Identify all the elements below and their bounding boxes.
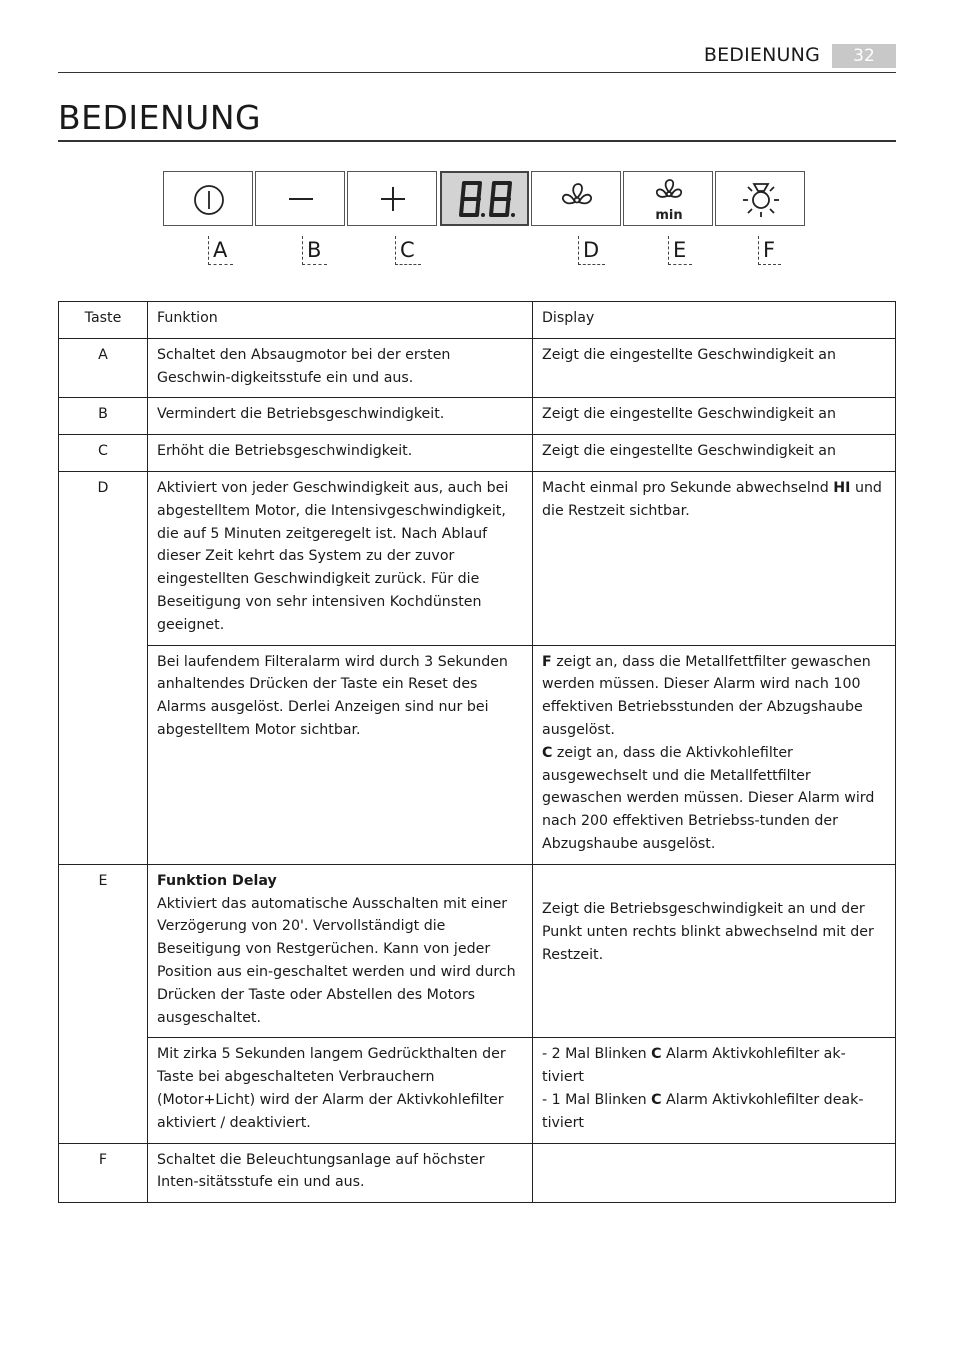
table-row xyxy=(59,1143,896,1203)
key-label-a: A xyxy=(208,236,233,265)
seven-segment-display xyxy=(440,171,529,226)
row-function: Schaltet die Beleuchtungsanlage auf höchster Inten-sitätsstufe ein und aus. xyxy=(148,1143,533,1203)
row-display xyxy=(533,1143,896,1203)
display-text: - 2 Mal Blinken xyxy=(542,1046,652,1063)
row-function xyxy=(148,864,533,1038)
header-funktion: Funktion xyxy=(148,302,533,339)
table-row xyxy=(59,398,896,435)
key-e-delay-button[interactable] xyxy=(623,171,713,226)
row-key: E xyxy=(59,864,148,1143)
display-code-hi: HI xyxy=(833,479,851,496)
display-text: Alarm Aktivkohlefilter deak-tiviert xyxy=(542,1091,864,1131)
table-row xyxy=(59,645,896,864)
fan-icon xyxy=(532,172,622,227)
page-header xyxy=(58,40,896,73)
row-display: Zeigt die Betriebsgeschwindigkeit an und der Punkt unten rechts blinkt abwechselnd mit der Restzeit. xyxy=(533,864,896,1038)
row-display: Zeigt die eingestellte Geschwindigkeit an xyxy=(533,435,896,472)
key-d-fan-button[interactable] xyxy=(531,171,621,226)
display-code-c: C xyxy=(542,744,553,761)
row-function: Mit zirka 5 Sekunden langem Gedrückthalten der Taste bei abgeschalteten Verbrauchern (Motor+Licht) wird der Alarm der Aktivkohlefilter aktiviert / deaktiviert. xyxy=(148,1038,533,1143)
function-table xyxy=(58,301,896,1203)
minus-icon xyxy=(256,172,346,227)
key-label-e: E xyxy=(668,236,692,265)
display-text: - 1 Mal Blinken xyxy=(542,1091,652,1108)
power-icon xyxy=(164,172,254,227)
table-row xyxy=(59,1038,896,1143)
fan-min-icon xyxy=(624,172,714,227)
row-key: B xyxy=(59,398,148,435)
display-text: zeigt an, dass die Aktivkohlefilter ausgewechselt und die Metallfettfilter gewaschen werden müssen. Dieser Alarm wird nach 200 effektiven Betriebss-tunden der Abzugshaube ausgelöst. xyxy=(542,744,875,852)
row-function: Aktiviert von jeder Geschwindigkeit aus, auch bei abgestelltem Motor, die Intensivgeschwindigkeit, die auf 5 Minuten zeitgeregelt ist. Nach Ablauf dieser Zeit kehrt das System zu der zuvor eingestellten Geschwindigkeit zurück. Für die Beseitigung von sehr intensiven Kochdünsten geeignet. xyxy=(148,471,533,645)
display-code-c: C xyxy=(651,1091,662,1108)
header-section-title: BEDIENUNG xyxy=(703,44,820,66)
key-label-c: C xyxy=(395,236,421,265)
display-code-f: F xyxy=(542,653,552,670)
control-panel xyxy=(163,171,805,228)
row-key: D xyxy=(59,471,148,864)
display-text: zeigt an, dass die Metallfettfilter gewaschen werden müssen. Dieser Alarm wird nach 100 effektiven Betriebsstunden der Abzugshaube ausgelöst. xyxy=(542,653,871,738)
header-display: Display xyxy=(533,302,896,339)
plus-icon xyxy=(348,172,438,227)
key-label-d: D xyxy=(578,236,605,265)
seven-segment-digits xyxy=(442,173,527,224)
row-function: Vermindert die Betriebsgeschwindigkeit. xyxy=(148,398,533,435)
key-a-power-button[interactable] xyxy=(163,171,253,226)
row-function: Erhöht die Betriebsgeschwindigkeit. xyxy=(148,435,533,472)
light-icon xyxy=(716,172,806,227)
function-text: Aktiviert das automatische Ausschalten mit einer Verzögerung von 20'. Vervollständigt die Beseitigung von Restgerüchen. Kann von jeder Position aus ein-geschaltet werden und wird durch Drücken der Taste oder Abstellen des Motors ausgeschaltet. xyxy=(157,895,516,1026)
table-row xyxy=(59,338,896,398)
header-taste: Taste xyxy=(59,302,148,339)
row-display xyxy=(533,645,896,864)
min-label: min xyxy=(655,208,683,223)
display-text: und die Restzeit sichtbar. xyxy=(542,479,882,519)
key-c-plus-button[interactable] xyxy=(347,171,437,226)
row-display xyxy=(533,471,896,645)
row-key: C xyxy=(59,435,148,472)
row-function: Bei laufendem Filteralarm wird durch 3 Sekunden anhaltendes Drücken der Taste ein Reset des Alarms ausgelöst. Derlei Anzeigen sind nur bei abgestelltem Motor sichtbar. xyxy=(148,645,533,864)
key-label-b: B xyxy=(302,236,327,265)
function-title: Funktion Delay xyxy=(157,872,277,889)
display-text: Alarm Aktivkohlefilter ak-tiviert xyxy=(542,1046,846,1086)
display-text: Macht einmal pro Sekunde abwechselnd xyxy=(542,479,834,496)
key-b-minus-button[interactable] xyxy=(255,171,345,226)
row-key: A xyxy=(59,338,148,398)
page-title: BEDIENUNG xyxy=(58,96,896,142)
table-row xyxy=(59,471,896,645)
table-header-row xyxy=(59,302,896,339)
key-f-light-button[interactable] xyxy=(715,171,805,226)
display-code-c: C xyxy=(651,1046,662,1063)
key-label-f: F xyxy=(758,236,781,265)
row-display: Zeigt die eingestellte Geschwindigkeit an xyxy=(533,338,896,398)
table-row xyxy=(59,864,896,1038)
row-display: Zeigt die eingestellte Geschwindigkeit an xyxy=(533,398,896,435)
table-row xyxy=(59,435,896,472)
row-key: F xyxy=(59,1143,148,1203)
page-number: 32 xyxy=(832,44,896,68)
row-display xyxy=(533,1038,896,1143)
row-function: Schaltet den Absaugmotor bei der ersten Geschwin-digkeitsstufe ein und aus. xyxy=(148,338,533,398)
